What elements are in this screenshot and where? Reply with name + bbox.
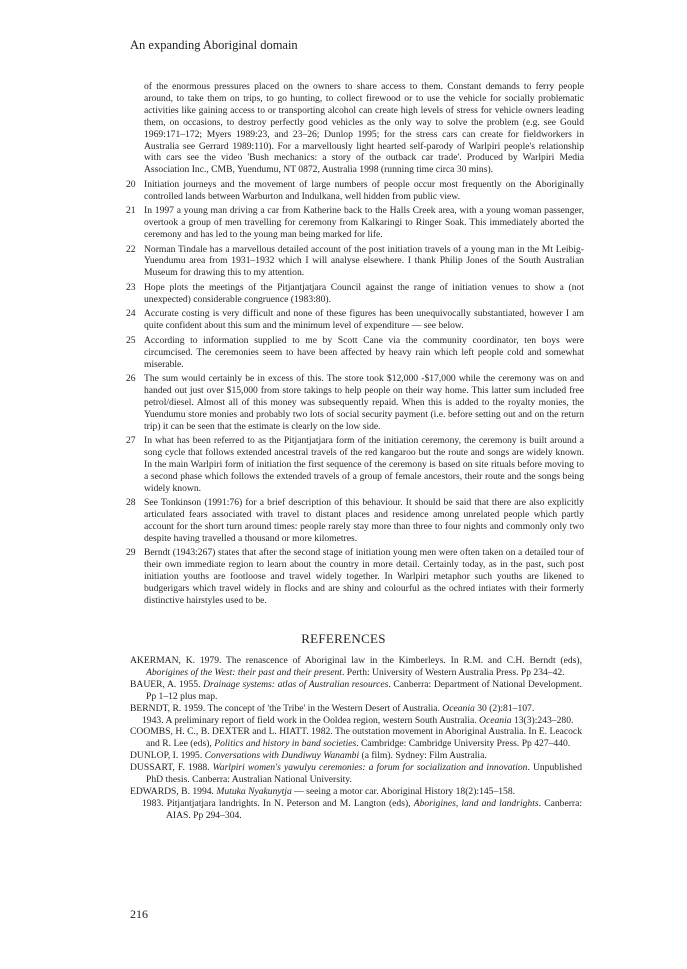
- endnote-text: According to information supplied to me by Scott Cane via the community coordinator, ten boys were circumcised. The ceremonies seem to have been affected by heavy rain which left people cold and somewhat miserable.: [144, 334, 584, 370]
- endnote-number: 22: [126, 243, 136, 255]
- endnote-27: [126, 435, 584, 495]
- reference-details: . Canberra: AIAS. Pp 294–304.: [166, 797, 583, 821]
- endnote-text: Berndt (1943:267) states that after the second stage of initiation young men were often taken on a detailed tour of their own immediate region to learn about the country in more detail. Certainly today, as in the past, such post initiation youths are footloose and travel widely together. In Warlpiri metaphor such youths are likened to budgerigars which travel widely in flocks and are shiny and colourful as the ochred intiates with their formerly distinctive hairstyles used to be.: [144, 547, 584, 607]
- reference-text: DUSSART, F. 1988.: [130, 762, 213, 774]
- endnote-21: [126, 205, 584, 241]
- reference-list: [130, 655, 582, 822]
- reference-details: 13(3):243–280.: [511, 714, 574, 726]
- reference-text: AKERMAN, K. 1979. The renascence of Aboriginal law in the Kimberleys. In R.M. and C.H. Berndt (eds),: [130, 655, 582, 666]
- reference-title: Aborigines, land and landrights: [413, 797, 539, 809]
- endnote-23: [126, 282, 584, 306]
- reference-title: Aborigines of the West: their past and their present: [146, 666, 342, 678]
- endnotes: [126, 81, 584, 610]
- reference-entry: [130, 726, 582, 750]
- endnote-number: 21: [126, 205, 136, 217]
- reference-details: — seeing a motor car. Aboriginal History 18(2):145–158.: [291, 785, 516, 797]
- endnote-text: In 1997 a young man driving a car from Katherine back to the Halls Creek area, with a young woman passenger, overtook a group of men travelling for ceremony from Kalkaringi to Ringer Soak. This immediately aborted the ceremony and has led to the young man being marked for life.: [144, 205, 584, 241]
- endnote-number: 27: [126, 435, 136, 447]
- endnote-26: [126, 373, 584, 433]
- reference-text: DUNLOP, I. 1995.: [130, 750, 205, 762]
- endnote-text: Accurate costing is very difficult and none of these figures has been unequivocally substantiated, however I am quite confident about this sum and the minimum level of expenditure — see below.: [144, 308, 584, 332]
- endnote-19-continued: [126, 81, 584, 176]
- endnote-number: 28: [126, 497, 136, 509]
- endnote-text: See Tonkinson (1991:76) for a brief description of this behaviour. It should be said that there are also explicitly articulated fears associated with travel to distant places and residence among unrelated people which partly account for the short turn around times: people rarely stay more than three to four nights and commonly only two despite having travelled a thousand or more kilometres.: [144, 497, 584, 544]
- endnote-24: [126, 308, 584, 332]
- reference-text: COOMBS, H. C., B. DEXTER and L. HIATT. 1982. The outstation movement in Aboriginal Australia. In E. Leacock and R. Lee (eds),: [130, 726, 582, 750]
- reference-entry: [130, 762, 582, 786]
- reference-text: BERNDT, R. 1959. The concept of 'the Tribe' in the Western Desert of Australia.: [130, 702, 443, 714]
- endnote-text: Initiation journeys and the movement of large numbers of people occur most frequently on the Aboriginally controlled lands between Warburton and Indulkana, well hidden from public view.: [144, 178, 584, 202]
- reference-title: Warlpiri women's yawulyu ceremonies: a forum for socialization and innovation: [212, 762, 528, 774]
- endnote-28: [126, 497, 584, 545]
- reference-details: (a film). Sydney: Film Australia.: [359, 750, 487, 762]
- endnote-number: 25: [126, 334, 136, 346]
- endnote-29: [126, 547, 584, 607]
- reference-text: EDWARDS, B. 1994.: [130, 785, 217, 797]
- endnote-number: 23: [126, 281, 136, 293]
- endnote-text: In what has been referred to as the Pitjantjatjara form of the initiation ceremony, the ceremony is built around a song cycle that follows extended ancestral travels of the red kangaroo but the route and songs are widely known. In the main Warlpiri form of initiation the first sequence of the ceremony is based on site rituals before moving to a second phase which follows the extended travels of a group of female ancestors, their route and the songs being widely known.: [144, 435, 584, 494]
- endnote-text: of the enormous pressures placed on the owners to share access to them. Constant demands to ferry people around, to take them on trips, to go hunting, to collect firewood or to use the vehicle for socially problematic activities like gaining access to or transporting alcohol can create high levels of stress for vehicle owners leading them, on occasions, to destroy perfectly good vehicles as the only way to solve the problem (e.g. see Gould 1969:171–172; Myers 1989:23, and 23–26; Dunlop 1995; for the stress cars can create for fieldworkers in Australia see Gerrard 1989:110). For a marvellously light hearted self-parody of Warlpiri people's relationship with cars see the video 'Bush mechanics: a story of the outback car trade'. Produced by Warlpiri Media Association Inc., CMB, Yuendumu, NT 0872, Australia 1998 (running time circa 30 mins).: [144, 81, 584, 176]
- endnote-20: [126, 179, 584, 203]
- reference-entry: [130, 715, 582, 727]
- running-head: An expanding Aboriginal domain: [130, 38, 298, 52]
- reference-title: Mutuka Nyakunytja: [216, 785, 292, 797]
- endnote-number: 29: [126, 547, 136, 559]
- reference-details: 30 (2):81–107.: [474, 702, 535, 714]
- endnote-text: Hope plots the meetings of the Pitjantjatjara Council against the range of initiation venues to show a (not unexpected) considerable congruence (1983:80).: [144, 281, 584, 305]
- endnote-22: [126, 244, 584, 280]
- reference-entry: [130, 703, 582, 715]
- reference-title: Conversations with Dundiwuy Wanambi: [204, 750, 360, 762]
- reference-details: . Cambridge: Cambridge University Press. Pp 427–440.: [356, 738, 571, 750]
- reference-entry: [130, 798, 582, 822]
- reference-details: . Unpublished PhD thesis. Canberra: Australian National University.: [146, 762, 582, 786]
- reference-entry: [130, 679, 582, 703]
- endnote-number: 26: [126, 373, 136, 384]
- reference-title: Oceania: [442, 702, 475, 714]
- reference-title: Politics and history in band societies: [214, 738, 357, 750]
- reference-entry: [130, 786, 582, 798]
- reference-title: Drainage systems: atlas of Australian resources: [203, 678, 389, 690]
- reference-details: . Canberra: Department of National Development. Pp 1–12 plus map.: [146, 678, 582, 702]
- references-heading: REFERENCES: [301, 631, 386, 646]
- endnote-number: 20: [126, 178, 136, 190]
- endnote-25: [126, 335, 584, 371]
- page-number: 216: [130, 907, 148, 921]
- endnote-text: The sum would certainly be in excess of this. The store took $12,000 -$17,000 while the ceremony was on and handed out just over $15,000 from store takings to help people on their way home. This latter sum included free petrol/diesel. Almost all of this money was subsequently repaid. When this is added to the royalty monies, the Yuendumu store monies and probably two lots of social security payment (i.e. before setting out and on the return trip) it can be seen that the estimate is clearly on the low side.: [144, 373, 584, 432]
- reference-text: 1943. A preliminary report of field work in the Ooldea region, western South Australia.: [142, 714, 480, 726]
- reference-details: . Perth: University of Western Australia Press. Pp 234–42.: [341, 666, 565, 678]
- reference-text: 1983. Pitjantjatjara landrights. In N. Peterson and M. Langton (eds),: [142, 797, 414, 809]
- reference-entry: [130, 655, 582, 679]
- endnote-text: Norman Tindale has a marvellous detailed account of the post initiation travels of a young man in the Mt Leibig-Yuendumu area from 1931–1932 which I will analyse elsewhere. I thank Philip Jones of the South Australian Museum for drawing this to my attention.: [144, 243, 584, 279]
- reference-title: Oceania: [479, 714, 512, 726]
- reference-entry: [130, 750, 582, 762]
- reference-text: BAUER, A. 1955.: [130, 678, 204, 690]
- endnote-number: 24: [126, 308, 136, 320]
